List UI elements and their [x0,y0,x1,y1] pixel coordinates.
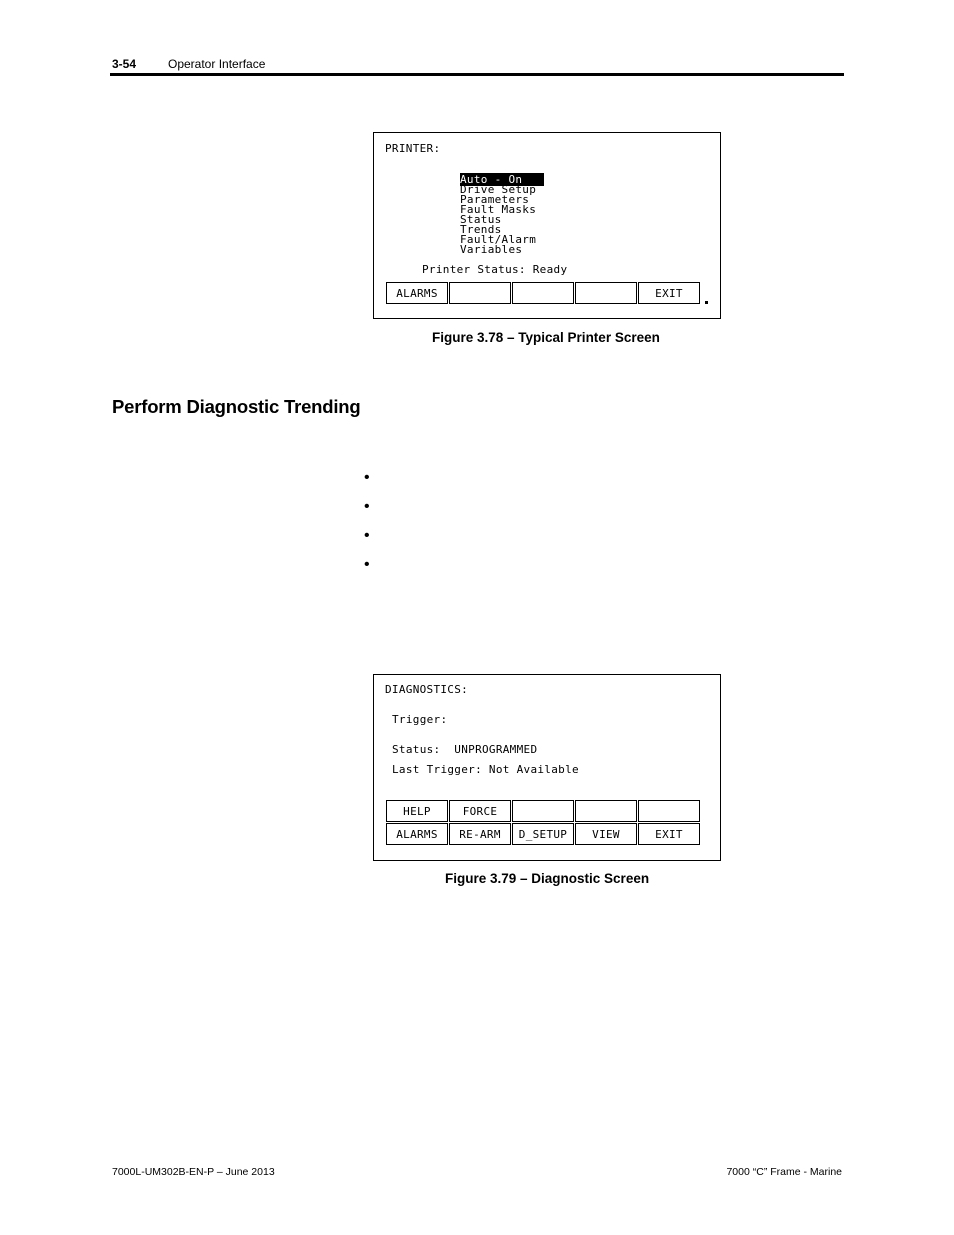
last-trigger-line: Last Trigger: Not Available [392,763,579,776]
function-key-2[interactable] [449,282,511,304]
force-key[interactable]: FORCE [449,800,511,822]
function-key-3[interactable] [512,800,574,822]
printer-menu-variables[interactable]: Variables [460,243,523,256]
alarms-key[interactable]: ALARMS [386,823,448,845]
printer-menu-trends[interactable]: Trends [460,223,502,236]
exit-key[interactable]: EXIT [638,823,700,845]
function-key-4[interactable] [575,800,637,822]
alarms-key[interactable]: ALARMS [386,282,448,304]
d-setup-key[interactable]: D_SETUP [512,823,574,845]
bullet-item: • [364,469,370,486]
exit-key[interactable]: EXIT [638,282,700,304]
diagnostic-function-keys-bottom [386,823,701,845]
function-key-5[interactable] [638,800,700,822]
footer-right: 7000 “C” Frame - Marine [726,1166,842,1178]
figure-78-caption: Figure 3.78 – Typical Printer Screen [432,330,660,345]
section-heading: Perform Diagnostic Trending [112,396,361,417]
printer-menu-parameters[interactable]: Parameters [460,193,530,206]
bullet-item: • [364,527,370,544]
diagnostic-status-line: Status: UNPROGRAMMED [392,743,538,756]
diagnostic-screen-title: DIAGNOSTICS: [385,683,469,696]
printer-menu-drive-setup[interactable]: Drive Setup [460,183,537,196]
printer-menu-item-label: Auto - On [460,173,544,186]
page-number: 3-54 [112,57,137,71]
footer-left: 7000L-UM302B-EN-P – June 2013 [112,1166,275,1178]
function-key-3[interactable] [512,282,574,304]
printer-menu-fault-alarm[interactable]: Fault/Alarm [460,233,537,246]
diagnostic-function-keys-top [386,800,701,822]
view-key[interactable]: VIEW [575,823,637,845]
printer-menu-status[interactable]: Status [460,213,502,226]
bullet-item: • [364,498,370,515]
help-key[interactable]: HELP [386,800,448,822]
function-key-4[interactable] [575,282,637,304]
printer-function-keys [386,282,701,304]
printer-status-line: Printer Status: Ready [422,263,568,276]
re-arm-key[interactable]: RE-ARM [449,823,511,845]
printer-menu-fault-masks[interactable]: Fault Masks [460,203,537,216]
printer-screen-title: PRINTER: [385,142,441,155]
trigger-label: Trigger: [392,713,448,726]
header-rule [110,73,844,76]
bullet-item: • [364,556,370,573]
section-title: Operator Interface [168,57,266,71]
stray-dot [705,301,708,304]
figure-79-caption: Figure 3.79 – Diagnostic Screen [445,871,650,886]
